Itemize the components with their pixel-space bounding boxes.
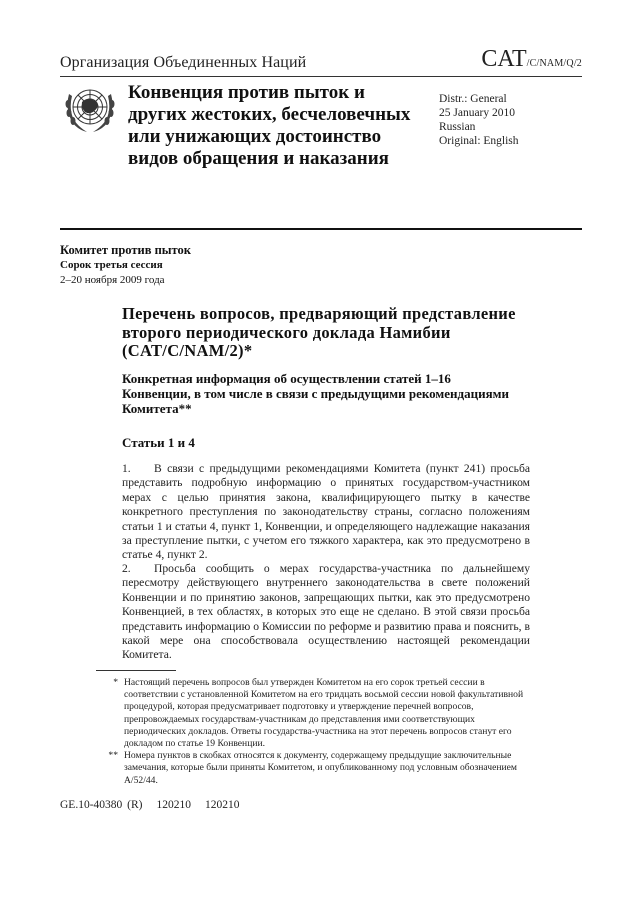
header-rule [60,76,582,77]
paragraph-text: Просьба сообщить о мерах государства-участника по дальнейшему пересмотру действующего внутреннего законодательства в свете положений Конвенции и по принятию законов, запрещающих пытки, как это предусмотрено Конвенцией, в тех областях, в которых это еще не сделано. В этой связи просьба представить информацию о Комиссии по реформе и развитию права и пояснить, в какой мере она способствовала осуществлению настоящей рекомендации Комитета. [122,562,530,662]
original-language: Original: English [439,135,519,147]
section-heading: Статьи 1 и 4 [122,435,195,450]
distribution-type: Distr.: General [439,93,507,105]
footnote [98,677,528,750]
symbol-main: CAT [481,46,527,72]
footnote [98,750,528,787]
paragraph-text: В связи с предыдущими рекомендациями Комитета (пункт 241) просьба представить подробную информацию о принятых государством-участником мерах с целью принятия закона, квалифицирующего пытку в качестве конкретного преступления по законодательству страны, согласно положениям статьи 1 и статьи 4, пункт 1, Конвенции, и определяющего надлежащие наказания за преступление пытки, с учетом его тяжкого характера, как это предусмотрено в статье 4, пункт 2. [122,462,530,562]
title-rule [60,228,582,230]
committee-block [60,243,191,288]
paragraph [122,462,530,563]
footnote-separator [96,670,176,671]
paragraph-number: 2. [122,562,131,575]
issue-date: 25 January 2010 [439,107,516,119]
paragraph [122,562,530,663]
footnotes [98,677,528,787]
document-title: Перечень вопросов, предваряющий представление второго периодического доклада Намибии (CAT/C/NAM/2)* [122,304,516,360]
organization-name: Организация Объединенных Наций [60,54,307,71]
symbol-sub: /C/NAM/Q/2 [526,58,582,69]
committee-name: Комитет против пыток [60,243,191,257]
committee-session: Сорок третья сессия [60,259,163,271]
convention-title: Конвенция против пыток и других жестоких, бесчеловечных или унижающих достоинство видов обращения и наказания [128,82,411,169]
document-subtitle: Конкретная информация об осуществлении статей 1–16 Конвенции, в том числе в связи с предыдущими рекомендациями Комитета** [122,371,509,416]
footnote-text: Номера пунктов в скобках относятся к документу, содержащему предыдущие заключительные замечания, которые были приняты Комитетом, и опубликованному под условным обозначением A/52/44. [124,750,517,786]
document-symbol [481,46,582,73]
paragraph-number: 1. [122,462,131,475]
distribution-block [439,92,519,148]
footnote-mark: ** [108,750,118,762]
un-emblem-icon [63,80,117,138]
committee-dates: 2–20 ноября 2009 года [60,274,165,286]
document-language: Russian [439,121,476,133]
footer-date-1: 120210 [156,799,191,811]
footnote-text: Настоящий перечень вопросов был утвержден Комитетом на его сорок третьей сессии в соответствии с установленной Комитетом на его тридцать восьмой сессии новой факультативной процедурой, которая предусматривает подготовку и утверждение перечней вопросов, препровождаемых государствам-участникам до представления ими соответствующих периодических докладов. Ответы государства-участника на этот перечень вопросов станут его докладом по статье 19 Конвенции. [124,677,524,750]
footnote-mark: * [113,677,118,688]
job-number: GE.10-40380 (R) [60,799,143,811]
footer-date-2: 120210 [205,799,240,811]
page-footer [60,799,254,811]
